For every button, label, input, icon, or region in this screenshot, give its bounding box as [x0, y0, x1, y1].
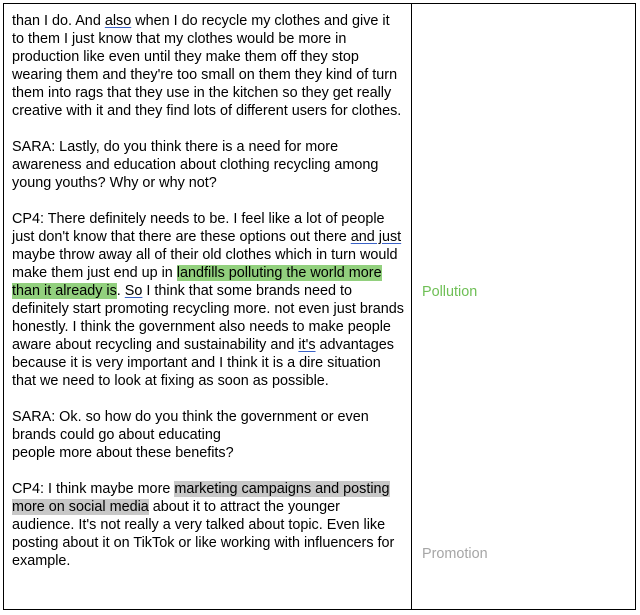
- transcript-paragraph-5: CP4: I think maybe more marketing campaigns and posting more on social media about it to attract the younger audience. It's not really a very talked about topic. Even like posting about it on TikTok or like working with influencers for example.: [12, 481, 395, 569]
- transcript-paragraph-1: than I do. And also when I do recycle my clothes and give it to them I just know that my clothes would be more in production like even until they make them off they stop wearing them and they're too small on them they kind of turn them into rags that they use in the kitchen so they get really creative with it and they find lots of different users for clothes.: [12, 13, 402, 119]
- grammar-flag-also[interactable]: also: [104, 13, 132, 29]
- transcript-paragraph-4: SARA: Ok. so how do you think the government or even brands could go about educating people more about these benefits?: [12, 409, 369, 461]
- transcript-column: [4, 4, 412, 609]
- highlight-pollution[interactable]: landfills polluting the world more than it already is: [12, 265, 382, 299]
- code-label-pollution[interactable]: Pollution: [422, 284, 478, 300]
- transcript-paragraph-3: CP4: There definitely needs to be. I feel like a lot of people just don't know that there are these options out there and just maybe throw away all of their old clothes which in turn would make them just end up in landfills polluting the world more than it already is. So I think that some brands need to definitely start promoting recycling more. not even just brands honestly. I think the government also needs to make people aware about recycling and sustainability and it's advantages because it is very important and I think it is a dire situation that we need to look at fixing as soon as possible.: [12, 211, 404, 389]
- grammar-flag-its[interactable]: it's: [298, 337, 316, 353]
- grammar-flag-so[interactable]: So: [124, 283, 143, 299]
- code-label-promotion[interactable]: Promotion: [422, 546, 488, 562]
- grammar-flag-and-just[interactable]: and just: [350, 229, 402, 245]
- highlight-promotion[interactable]: marketing campaigns and posting more on social media: [12, 481, 390, 515]
- coding-table: [3, 3, 636, 610]
- transcript-paragraph-2: SARA: Lastly, do you think there is a need for more awareness and education about clothing recycling among young youths? Why or why not?: [12, 139, 379, 191]
- codes-column: [412, 4, 635, 609]
